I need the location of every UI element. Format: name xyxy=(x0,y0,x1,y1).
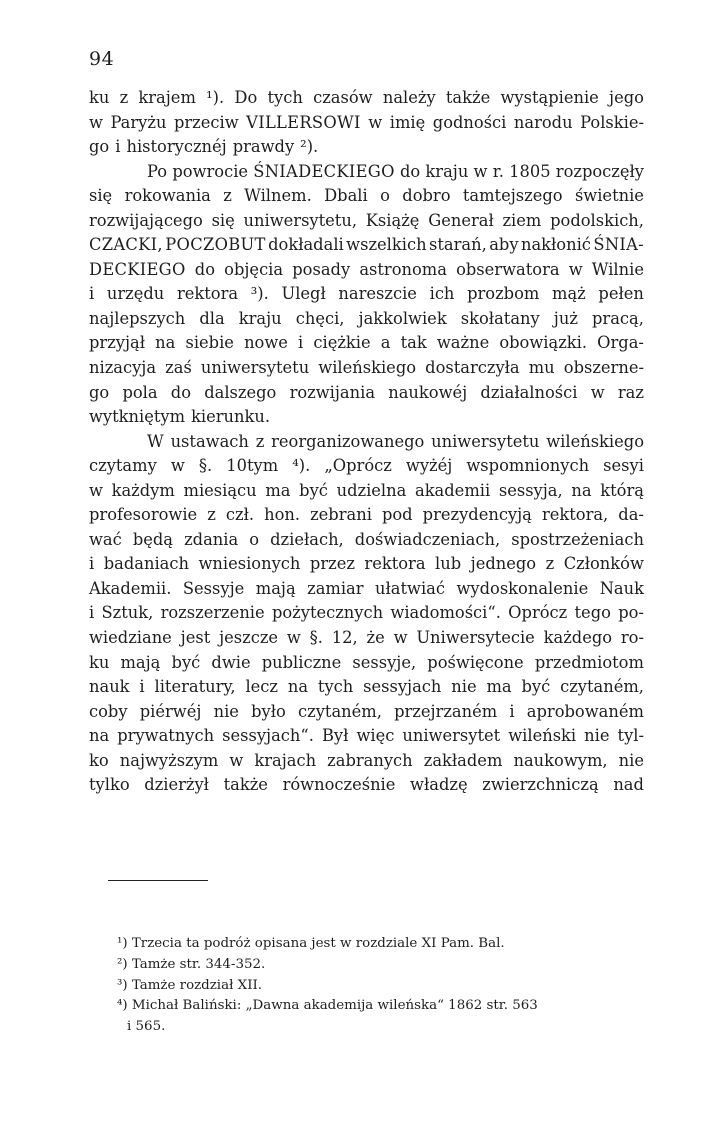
word: urzędu xyxy=(106,284,165,304)
word: będą xyxy=(132,529,174,549)
word: obserwatora xyxy=(456,259,560,279)
word: jego xyxy=(609,88,644,107)
word: na xyxy=(571,480,592,500)
word: dzierżył xyxy=(144,775,209,795)
word: i xyxy=(139,677,145,697)
word: Nauk xyxy=(599,578,644,598)
word: 10tym xyxy=(226,456,279,476)
text-line xyxy=(89,601,644,626)
word: najlepszych xyxy=(89,308,186,328)
word: skołatany xyxy=(460,308,540,328)
footnote-text: i 565. xyxy=(127,1019,166,1035)
text-line xyxy=(89,503,644,528)
word: nauk xyxy=(89,677,130,697)
word: się xyxy=(211,210,235,230)
word: najwyższym xyxy=(119,750,219,770)
word: z xyxy=(223,186,232,206)
word: czytamy xyxy=(89,456,157,476)
word: nie xyxy=(451,677,477,697)
word: doświadczeniach, xyxy=(354,529,501,549)
word: akademii xyxy=(414,480,491,500)
word: §. xyxy=(309,628,323,648)
word: pod xyxy=(381,505,413,525)
word: było xyxy=(251,701,286,721)
word: tamtejszego xyxy=(462,186,563,206)
word: należy xyxy=(382,88,436,107)
word: wytkniętym xyxy=(89,407,186,427)
word: świetnie xyxy=(574,186,644,206)
word: sessyjach“. xyxy=(222,726,314,746)
word: wać xyxy=(89,529,122,549)
word: czytaném, xyxy=(298,701,382,721)
word: Polskie- xyxy=(580,112,644,132)
word: VILLERSOWI xyxy=(246,112,361,132)
word: DECKIEGO xyxy=(89,259,186,279)
word: zdania xyxy=(184,529,239,549)
word: po- xyxy=(618,603,644,623)
word: poświęcone xyxy=(427,652,524,672)
word: ważne xyxy=(436,333,490,353)
word: tyl- xyxy=(617,726,644,746)
word: Wilnie xyxy=(591,259,644,279)
word: przyjął xyxy=(89,333,146,353)
word: sesyi xyxy=(603,456,644,476)
word: mu xyxy=(528,358,555,378)
word: dalszego xyxy=(204,382,277,402)
word: do xyxy=(194,259,216,279)
word: Sztuk, xyxy=(101,603,154,623)
word: rektora xyxy=(176,284,239,304)
word: ułatwiać xyxy=(375,578,445,598)
word: kraju xyxy=(238,308,282,328)
footnote-rule xyxy=(108,880,208,881)
word: nie xyxy=(618,750,644,770)
word: prywatnych xyxy=(117,726,215,746)
word: być xyxy=(521,677,551,697)
footnote-text: Tamże rozdział XII. xyxy=(131,977,263,993)
word: Paryżu xyxy=(110,112,167,132)
word: do xyxy=(170,382,192,402)
word: rozszerzenie xyxy=(160,603,265,623)
word: siebie xyxy=(185,333,234,353)
word: i xyxy=(115,137,121,157)
word: piérwéj xyxy=(139,701,202,721)
text-line xyxy=(89,749,644,774)
word: Oprócz xyxy=(508,603,568,623)
word: czasów xyxy=(313,88,373,107)
word: rektora, xyxy=(541,505,609,525)
body-text xyxy=(89,86,644,798)
word: obowiązki. xyxy=(499,333,588,353)
word: z xyxy=(119,88,129,107)
word: nie xyxy=(213,701,239,721)
word: Uniwersytecie xyxy=(416,628,535,648)
word: rozpoczęły xyxy=(555,161,644,181)
word: równocześnie xyxy=(282,775,396,795)
word: że xyxy=(366,628,385,648)
word: naukowym, xyxy=(513,750,608,770)
text-line xyxy=(89,233,644,258)
word: Orga- xyxy=(597,333,644,353)
word: coby xyxy=(89,701,128,721)
text-line xyxy=(89,773,644,798)
word: z xyxy=(255,431,265,451)
word: i xyxy=(89,284,95,304)
footnote xyxy=(117,955,627,976)
word: lub xyxy=(435,554,462,574)
footnote-text: Trzecia ta podróż opisana jest w rozdziale XI Pam. Bal. xyxy=(131,936,505,951)
word: wyżéj xyxy=(405,456,453,476)
word: powrocie xyxy=(172,161,249,181)
word: podolskich, xyxy=(550,210,644,230)
text-line xyxy=(89,479,644,504)
word: wileńskiego xyxy=(546,431,644,451)
word: „Oprócz xyxy=(324,456,392,476)
word: więc xyxy=(356,726,395,746)
word: wszelkich xyxy=(346,235,427,255)
word: ku xyxy=(89,652,110,672)
word: publiczne xyxy=(261,652,342,672)
word: udzielna xyxy=(336,480,407,500)
word: z xyxy=(207,505,216,525)
word: ma xyxy=(486,677,512,697)
word: być xyxy=(299,480,328,500)
word: go xyxy=(89,137,110,157)
word: Członków xyxy=(563,554,644,574)
word: starań, xyxy=(429,235,487,255)
text-line xyxy=(89,454,644,479)
word: go xyxy=(89,382,110,402)
word: w xyxy=(590,382,605,402)
word: zabranych xyxy=(327,750,413,770)
word: nowe xyxy=(244,333,288,353)
text-line xyxy=(89,135,644,160)
word: mąż xyxy=(552,284,586,304)
word: z xyxy=(545,554,555,574)
word: ciężkie xyxy=(313,333,371,353)
footnote xyxy=(117,996,627,1017)
word: Generał xyxy=(428,210,494,230)
word: miesiącu xyxy=(183,480,257,500)
word: ma xyxy=(265,480,291,500)
word: wiadomości“. xyxy=(390,603,501,623)
text-line xyxy=(89,307,644,332)
text-line xyxy=(89,356,644,381)
word: także xyxy=(445,88,491,107)
word: tak xyxy=(400,333,427,353)
word: w xyxy=(393,628,408,648)
word: którą xyxy=(600,480,644,500)
word: i xyxy=(89,554,95,574)
word: spostrzeżeniach xyxy=(511,529,644,549)
text-line xyxy=(89,528,644,553)
word: w xyxy=(170,456,185,476)
text-line xyxy=(89,86,644,111)
word: przedmiotom xyxy=(534,652,644,672)
word: Dbali xyxy=(324,186,368,206)
word: ro- xyxy=(620,628,644,648)
text-line xyxy=(89,381,644,406)
word: hon. xyxy=(264,505,301,525)
word: astronoma xyxy=(359,259,447,279)
footnote-text: Michał Baliński: „Dawna akademija wileńska“ 1862 str. 563 xyxy=(131,998,538,1014)
word: wystąpienie xyxy=(500,88,599,107)
text-line xyxy=(89,651,644,676)
word: ŚNIADECKIEGO xyxy=(253,161,395,181)
word: sessyje, xyxy=(352,652,417,672)
word: jeszcze xyxy=(219,628,279,648)
word: być xyxy=(171,652,201,672)
page-number: 94 xyxy=(89,48,115,70)
word: ich xyxy=(429,284,455,304)
word: ko xyxy=(89,750,109,770)
word: prezydencyją xyxy=(422,505,532,525)
word: zakładem xyxy=(423,750,503,770)
word: w xyxy=(89,112,103,132)
word: się xyxy=(89,186,113,206)
word: posady xyxy=(292,259,351,279)
footnotes xyxy=(117,934,627,1038)
word: na xyxy=(89,726,110,746)
word: wileńskiego xyxy=(318,358,417,378)
text-line xyxy=(89,626,644,651)
word: w xyxy=(568,259,583,279)
word: jakkolwiek xyxy=(358,308,447,328)
word: rozwijającego xyxy=(89,210,203,230)
footnote-mark: ³) xyxy=(117,977,128,993)
word: narodu xyxy=(513,112,573,132)
word: Po xyxy=(147,161,168,181)
word: wniesionych xyxy=(198,554,301,574)
footnote-text: Tamże str. 344-352. xyxy=(131,956,266,972)
word: a xyxy=(380,333,391,353)
word: rozwijania xyxy=(289,382,376,402)
footnote xyxy=(117,934,627,955)
word: każdym xyxy=(111,480,175,500)
word: o xyxy=(380,186,390,206)
word: w xyxy=(368,112,383,132)
text-line xyxy=(89,111,644,136)
word: rektora xyxy=(364,554,426,574)
word: pełen xyxy=(598,284,644,304)
word: czytaném, xyxy=(560,677,644,697)
word: krajem xyxy=(138,88,196,107)
text-line xyxy=(89,577,644,602)
word: Akademii. xyxy=(89,578,172,598)
word: dokładali xyxy=(268,235,344,255)
text-line xyxy=(89,160,644,185)
word: reorganizowanego xyxy=(271,431,425,451)
word: ŚNIA- xyxy=(593,235,644,255)
word: tego xyxy=(574,603,611,623)
word: uniwersytet xyxy=(402,726,501,746)
text-line xyxy=(89,405,644,430)
word: w xyxy=(89,480,103,500)
word: czł. xyxy=(225,505,255,525)
footnote-mark: ²) xyxy=(117,956,128,972)
text-line xyxy=(89,258,644,283)
text-line xyxy=(89,552,644,577)
word: W xyxy=(147,431,164,451)
word: naukowéj xyxy=(388,382,468,402)
word: Do xyxy=(234,88,258,107)
word: 1805 xyxy=(509,161,551,181)
word: ustawach xyxy=(170,431,249,451)
word: dla xyxy=(199,308,225,328)
word: sessyjach xyxy=(363,677,442,697)
word: tylko xyxy=(89,775,130,795)
text-line xyxy=(89,184,644,209)
word: zwierzchniczą xyxy=(482,775,599,795)
word: pracą, xyxy=(592,308,644,328)
word: CZACKI, xyxy=(89,235,163,255)
word: ¹). xyxy=(206,88,225,107)
word: aprobowaném xyxy=(526,701,644,721)
word: badaniach xyxy=(103,554,189,574)
word: także xyxy=(223,775,268,795)
text-line xyxy=(89,209,644,234)
word: nie xyxy=(584,726,610,746)
word: władzę xyxy=(410,775,468,795)
word: sessyja, xyxy=(498,480,563,500)
word: mają xyxy=(120,652,161,672)
word: wydoskonalenie xyxy=(456,578,589,598)
word: na xyxy=(155,333,176,353)
word: chęci, xyxy=(295,308,345,328)
word: Był xyxy=(321,726,349,746)
word: zamiar xyxy=(307,578,364,598)
word: ku xyxy=(89,88,110,107)
word: w xyxy=(229,750,244,770)
word: uniwersytetu xyxy=(431,431,540,451)
word: dziełach, xyxy=(270,529,344,549)
word: kraju xyxy=(425,161,469,181)
word: obszerne- xyxy=(563,358,644,378)
text-line xyxy=(89,700,644,725)
word: lecz xyxy=(245,677,278,697)
word: zebrani xyxy=(310,505,372,525)
text-line xyxy=(89,282,644,307)
text-line xyxy=(89,331,644,356)
word: nareszcie xyxy=(338,284,417,304)
word: przez xyxy=(309,554,355,574)
word: mają xyxy=(255,578,296,598)
word: zaś xyxy=(165,358,192,378)
word: krajach xyxy=(254,750,317,770)
word: Wilnem. xyxy=(244,186,312,206)
word: do xyxy=(399,161,421,181)
word: i xyxy=(298,333,304,353)
word: POCZOBUT xyxy=(165,235,266,255)
word: działalności xyxy=(480,382,578,402)
word: nad xyxy=(613,775,644,795)
word: prawdy xyxy=(232,137,295,157)
word: tych xyxy=(317,677,354,697)
word: Sessyje xyxy=(182,578,245,598)
word: ⁴). xyxy=(292,456,311,476)
word: tych xyxy=(267,88,303,107)
text-line xyxy=(89,724,644,749)
word: w xyxy=(286,628,301,648)
word: r. xyxy=(492,161,504,181)
word: na xyxy=(287,677,309,697)
text-line xyxy=(89,430,644,455)
word: 12, xyxy=(331,628,358,648)
word: każdego xyxy=(543,628,613,648)
word: przeciw xyxy=(173,112,239,132)
footnote xyxy=(117,976,627,997)
word: imię xyxy=(389,112,426,132)
word: uniwersytetu, xyxy=(243,210,357,230)
word: dwie xyxy=(211,652,251,672)
footnote xyxy=(117,1017,627,1038)
word: Uległ xyxy=(281,284,326,304)
word: kierunku. xyxy=(191,407,271,427)
word: aby xyxy=(489,235,519,255)
word: §. xyxy=(198,456,213,476)
word: dobro xyxy=(402,186,451,206)
word: Książę xyxy=(365,210,420,230)
word: wiedziane xyxy=(89,628,172,648)
word: ³). xyxy=(250,284,269,304)
word: rokowania xyxy=(124,186,211,206)
word: ²). xyxy=(300,137,319,157)
text-line xyxy=(89,675,644,700)
word: jest xyxy=(180,628,211,648)
word: pola xyxy=(122,382,158,402)
word: profesorowie xyxy=(89,505,198,525)
word: wspomnionych xyxy=(466,456,590,476)
word: godności xyxy=(432,112,507,132)
word: dostarczyła xyxy=(425,358,520,378)
word: i xyxy=(89,603,95,623)
word: ziem xyxy=(502,210,542,230)
word: raz xyxy=(617,382,644,402)
footnote-mark: ⁴) xyxy=(117,998,128,1014)
word: o xyxy=(249,529,260,549)
word: wileński xyxy=(508,726,577,746)
word: w xyxy=(473,161,488,181)
word: uniwersytetu xyxy=(200,358,310,378)
word: nakłonić xyxy=(520,235,591,255)
word: pożytecznych xyxy=(271,603,384,623)
word: da- xyxy=(618,505,644,525)
word: prozbom xyxy=(467,284,540,304)
word: literatury, xyxy=(154,677,236,697)
word: jednego xyxy=(470,554,537,574)
word: przejrzaném xyxy=(394,701,498,721)
word: już xyxy=(553,308,578,328)
footnote-mark: ¹) xyxy=(117,936,128,951)
word: objęcia xyxy=(224,259,284,279)
word: i xyxy=(509,701,515,721)
word: nizacyja xyxy=(89,358,157,378)
word: historycznéj xyxy=(126,137,227,157)
